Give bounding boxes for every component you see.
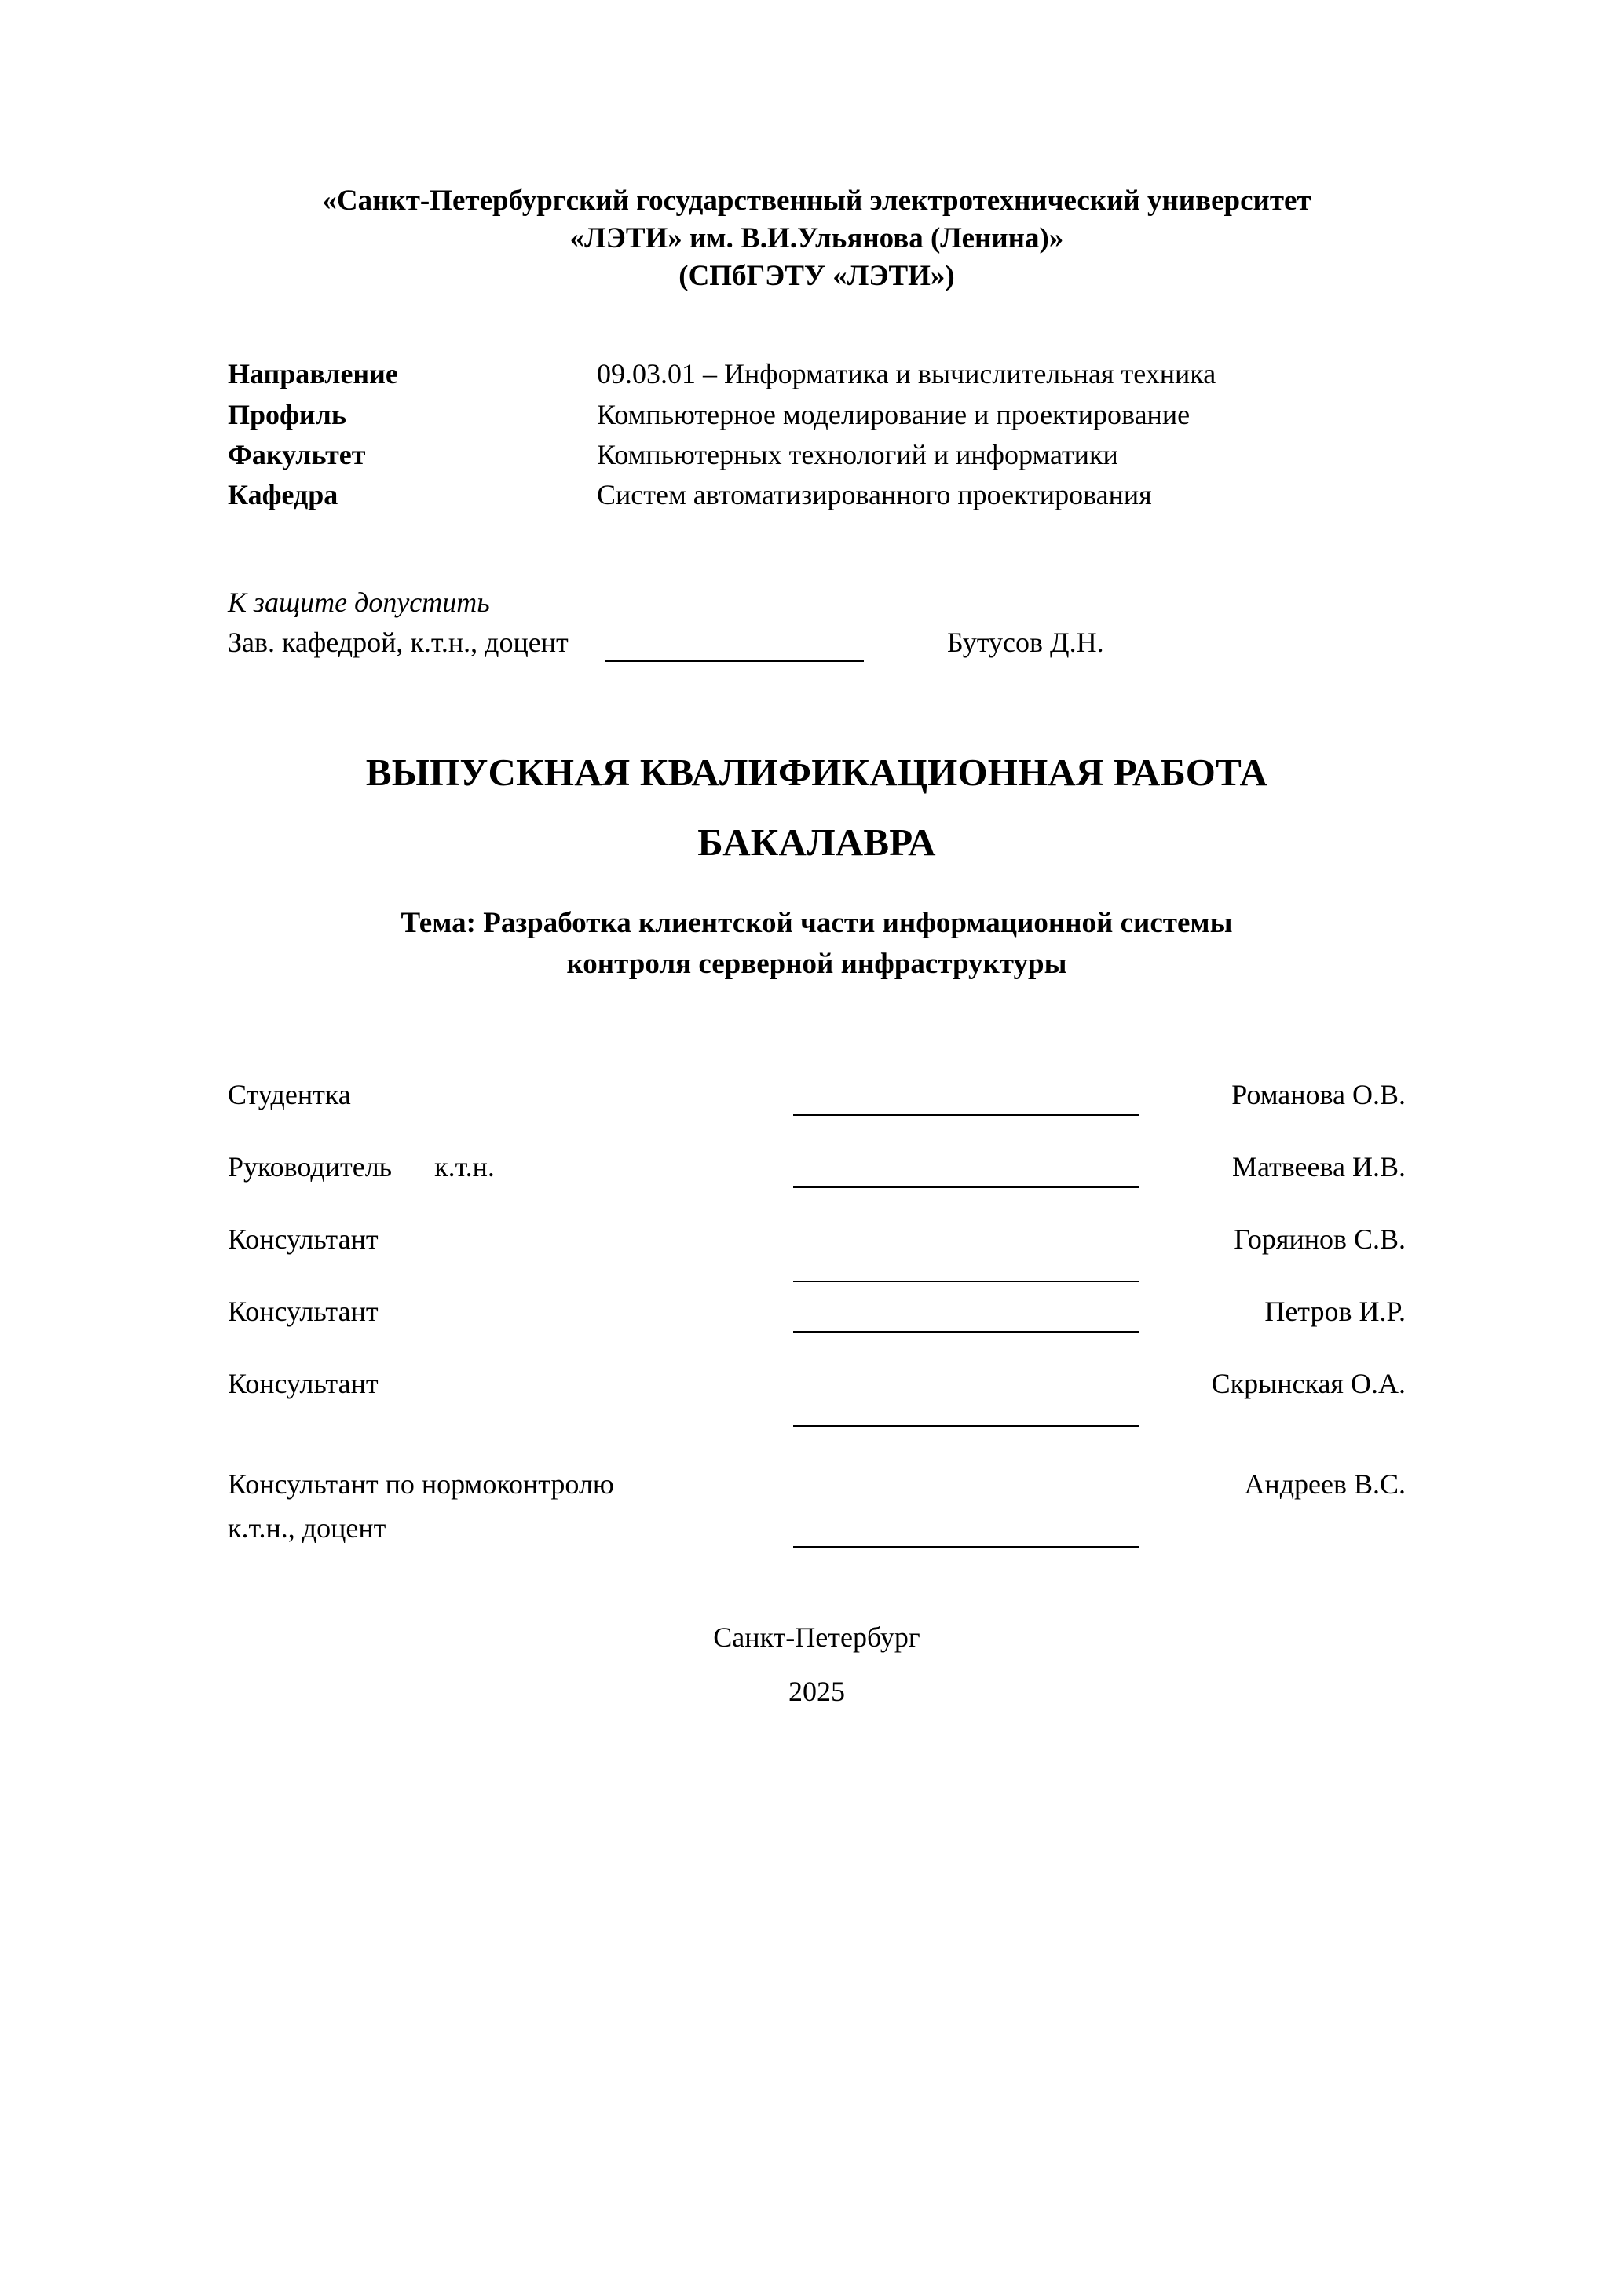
department-value: Систем автоматизированного проектирования: [597, 479, 1152, 511]
year: 2025: [788, 1676, 845, 1708]
document-footer: [228, 1615, 1406, 1715]
normcontrol-role-line-1: Консультант по нормоконтролю: [228, 1468, 614, 1500]
signature-line: [793, 1281, 1139, 1282]
signature-role: Консультант: [228, 1367, 379, 1399]
signature-name: Романова О.В.: [1231, 1078, 1406, 1110]
signature-role: Консультант: [228, 1295, 379, 1327]
faculty-value: Компьютерных технологий и информатики: [597, 439, 1118, 470]
program-details-table: [228, 356, 1406, 517]
signature-row-student: [228, 1078, 1406, 1150]
admission-row: [228, 624, 1406, 662]
admission-block: [228, 584, 1406, 662]
signature-line: [793, 1114, 1139, 1116]
city: Санкт-Петербург: [713, 1621, 920, 1653]
university-header: [228, 182, 1406, 295]
page-content: [228, 0, 1406, 1715]
signature-name: Скрынская О.А.: [1211, 1367, 1406, 1399]
theme-line-2: контроля серверной инфраструктуры: [566, 948, 1067, 981]
signature-row-consultant-2: [228, 1295, 1406, 1367]
faculty-label: Факультет: [228, 439, 366, 470]
normcontrol-role-line-2: к.т.н., доцент: [228, 1512, 386, 1544]
table-row: [228, 437, 1406, 477]
admission-person: Бутусов Д.Н.: [947, 627, 1104, 659]
signature-row-supervisor: [228, 1150, 1406, 1223]
signature-row-normcontrol: [228, 1468, 1406, 1568]
admission-role: Зав. кафедрой, к.т.н., доцент: [228, 627, 569, 659]
admission-note: К защите допустить: [228, 586, 490, 618]
university-name-line-3: (СПбГЭТУ «ЛЭТИ»): [678, 260, 955, 293]
table-row: [228, 397, 1406, 437]
signature-name: Петров И.Р.: [1264, 1295, 1406, 1327]
direction-label: Направление: [228, 358, 398, 390]
signature-line: [793, 1186, 1139, 1188]
signature-role: Студентка: [228, 1078, 351, 1110]
signature-role: Руководитель к.т.н.: [228, 1150, 495, 1183]
normcontrol-name: Андреев В.С.: [1244, 1468, 1406, 1500]
profile-value: Компьютерное моделирование и проектирование: [597, 398, 1191, 430]
university-name-line-1: «Санкт-Петербургский государственный электротехнический университет: [322, 185, 1311, 217]
table-row: [228, 477, 1406, 517]
signature-role: Консультант: [228, 1223, 379, 1255]
signatures-block: [228, 1078, 1406, 1568]
signature-line: [793, 1546, 1139, 1548]
signature-name: Матвеева И.В.: [1231, 1150, 1406, 1183]
signature-line: [793, 1425, 1139, 1427]
signature-name: Горяинов С.В.: [1234, 1223, 1406, 1255]
admission-signature-line: [605, 629, 864, 662]
page-title: [228, 744, 1406, 872]
department-label: Кафедра: [228, 479, 338, 511]
theme-line-1: Тема: Разработка клиентской части информационной системы: [401, 906, 1233, 939]
table-row: [228, 356, 1406, 397]
profile-label: Профиль: [228, 398, 346, 430]
title-line-2: БАКАЛАВРА: [697, 821, 936, 865]
thesis-theme: [228, 903, 1406, 985]
university-name-line-2: «ЛЭТИ» им. В.И.Ульянова (Ленина)»: [569, 222, 1064, 255]
signature-row-consultant-1: [228, 1223, 1406, 1295]
direction-value: 09.03.01 – Информатика и вычислительная техника: [597, 358, 1216, 390]
signature-row-consultant-3: [228, 1367, 1406, 1439]
title-line-1: ВЫПУСКНАЯ КВАЛИФИКАЦИОННАЯ РАБОТА: [365, 750, 1268, 794]
signature-line: [793, 1331, 1139, 1333]
